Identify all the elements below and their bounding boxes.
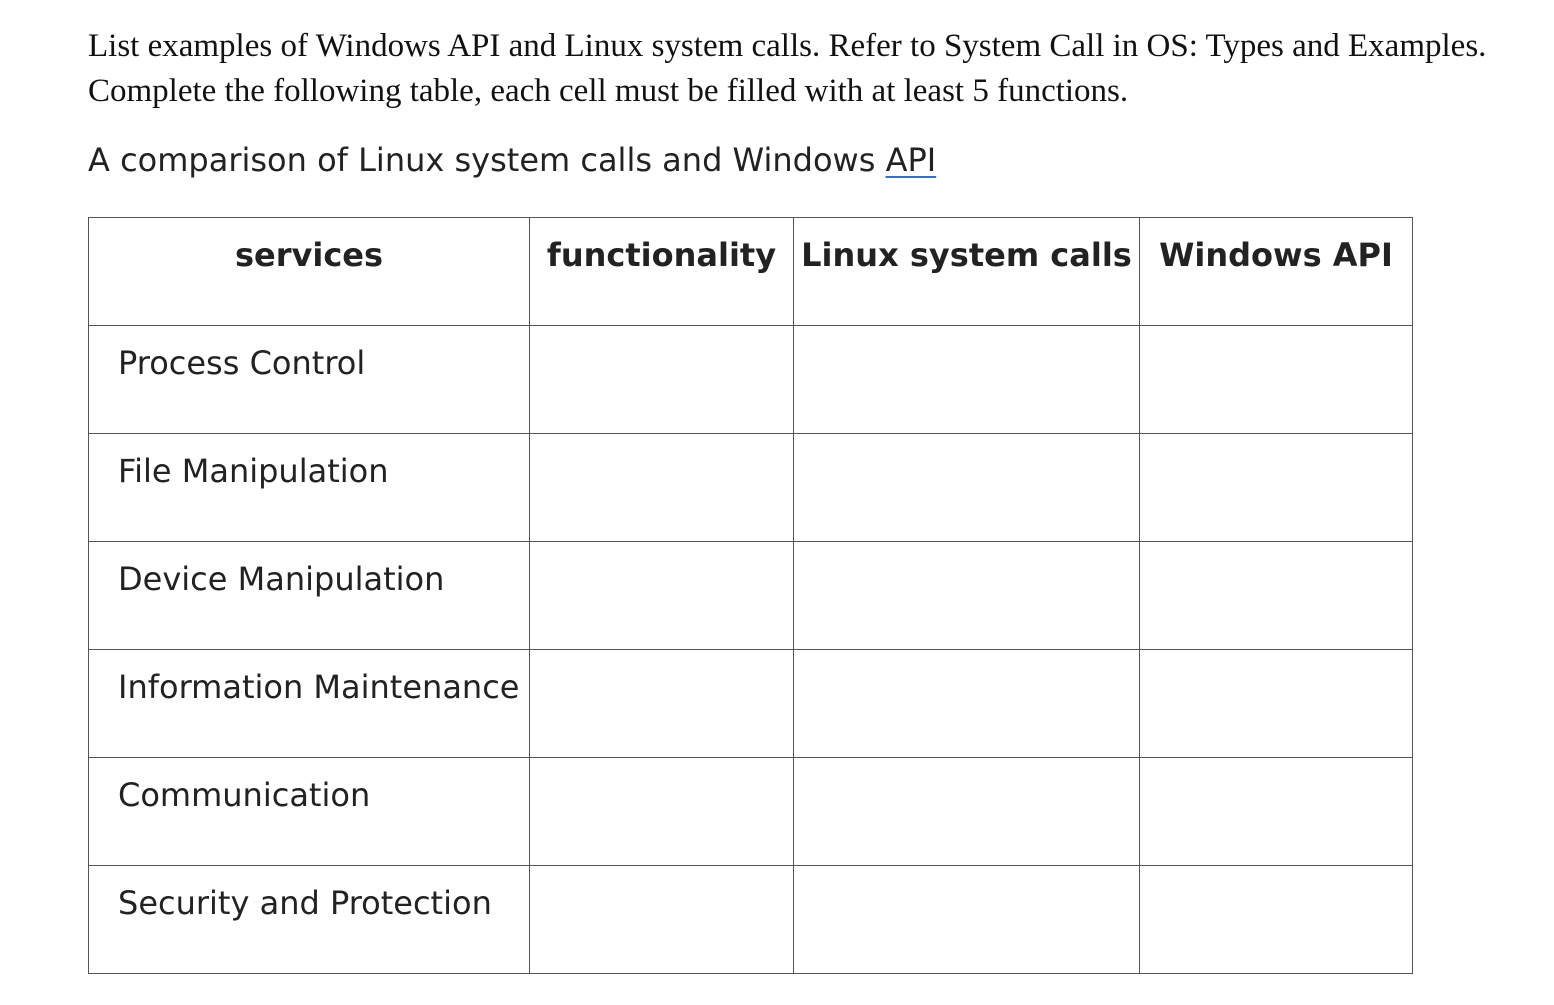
service-cell: Information Maintenance — [89, 650, 530, 758]
windows-api-cell[interactable] — [1140, 758, 1413, 866]
header-services: services — [89, 218, 530, 326]
functionality-cell[interactable] — [530, 326, 794, 434]
table-row — [89, 758, 1413, 866]
functionality-cell[interactable] — [530, 866, 794, 974]
functionality-cell[interactable] — [530, 542, 794, 650]
service-cell: Device Manipulation — [89, 542, 530, 650]
linux-calls-cell[interactable] — [794, 758, 1140, 866]
linux-calls-cell[interactable] — [794, 866, 1140, 974]
windows-api-cell[interactable] — [1140, 542, 1413, 650]
windows-api-cell[interactable] — [1140, 434, 1413, 542]
service-cell: Communication — [89, 758, 530, 866]
api-link[interactable]: API — [885, 141, 937, 179]
instructions-text: List examples of Windows API and Linux system calls. Refer to System Call in OS: Types and Examples. Complete the following table, each cell must be filled with at least 5 functions. — [88, 28, 1487, 109]
linux-calls-cell[interactable] — [794, 650, 1140, 758]
service-cell: Security and Protection — [89, 866, 530, 974]
linux-calls-cell[interactable] — [794, 542, 1140, 650]
linux-calls-cell[interactable] — [794, 434, 1140, 542]
table-row — [89, 650, 1413, 758]
table-row — [89, 866, 1413, 974]
service-cell: Process Control — [89, 326, 530, 434]
header-linux-system-calls: Linux system calls — [794, 218, 1140, 326]
windows-api-cell[interactable] — [1140, 326, 1413, 434]
header-functionality: functionality — [530, 218, 794, 326]
service-cell: File Manipulation — [89, 434, 530, 542]
header-windows-api: Windows API — [1140, 218, 1413, 326]
functionality-cell[interactable] — [530, 434, 794, 542]
table-row — [89, 542, 1413, 650]
table-row — [89, 434, 1413, 542]
table-caption — [88, 138, 936, 182]
comparison-table — [88, 217, 1413, 974]
caption-text: A comparison of Linux system calls and Windows — [88, 141, 886, 179]
linux-calls-cell[interactable] — [794, 326, 1140, 434]
functionality-cell[interactable] — [530, 758, 794, 866]
table-header-row — [89, 218, 1413, 326]
windows-api-cell[interactable] — [1140, 866, 1413, 974]
windows-api-cell[interactable] — [1140, 650, 1413, 758]
functionality-cell[interactable] — [530, 650, 794, 758]
table-row — [89, 326, 1413, 434]
